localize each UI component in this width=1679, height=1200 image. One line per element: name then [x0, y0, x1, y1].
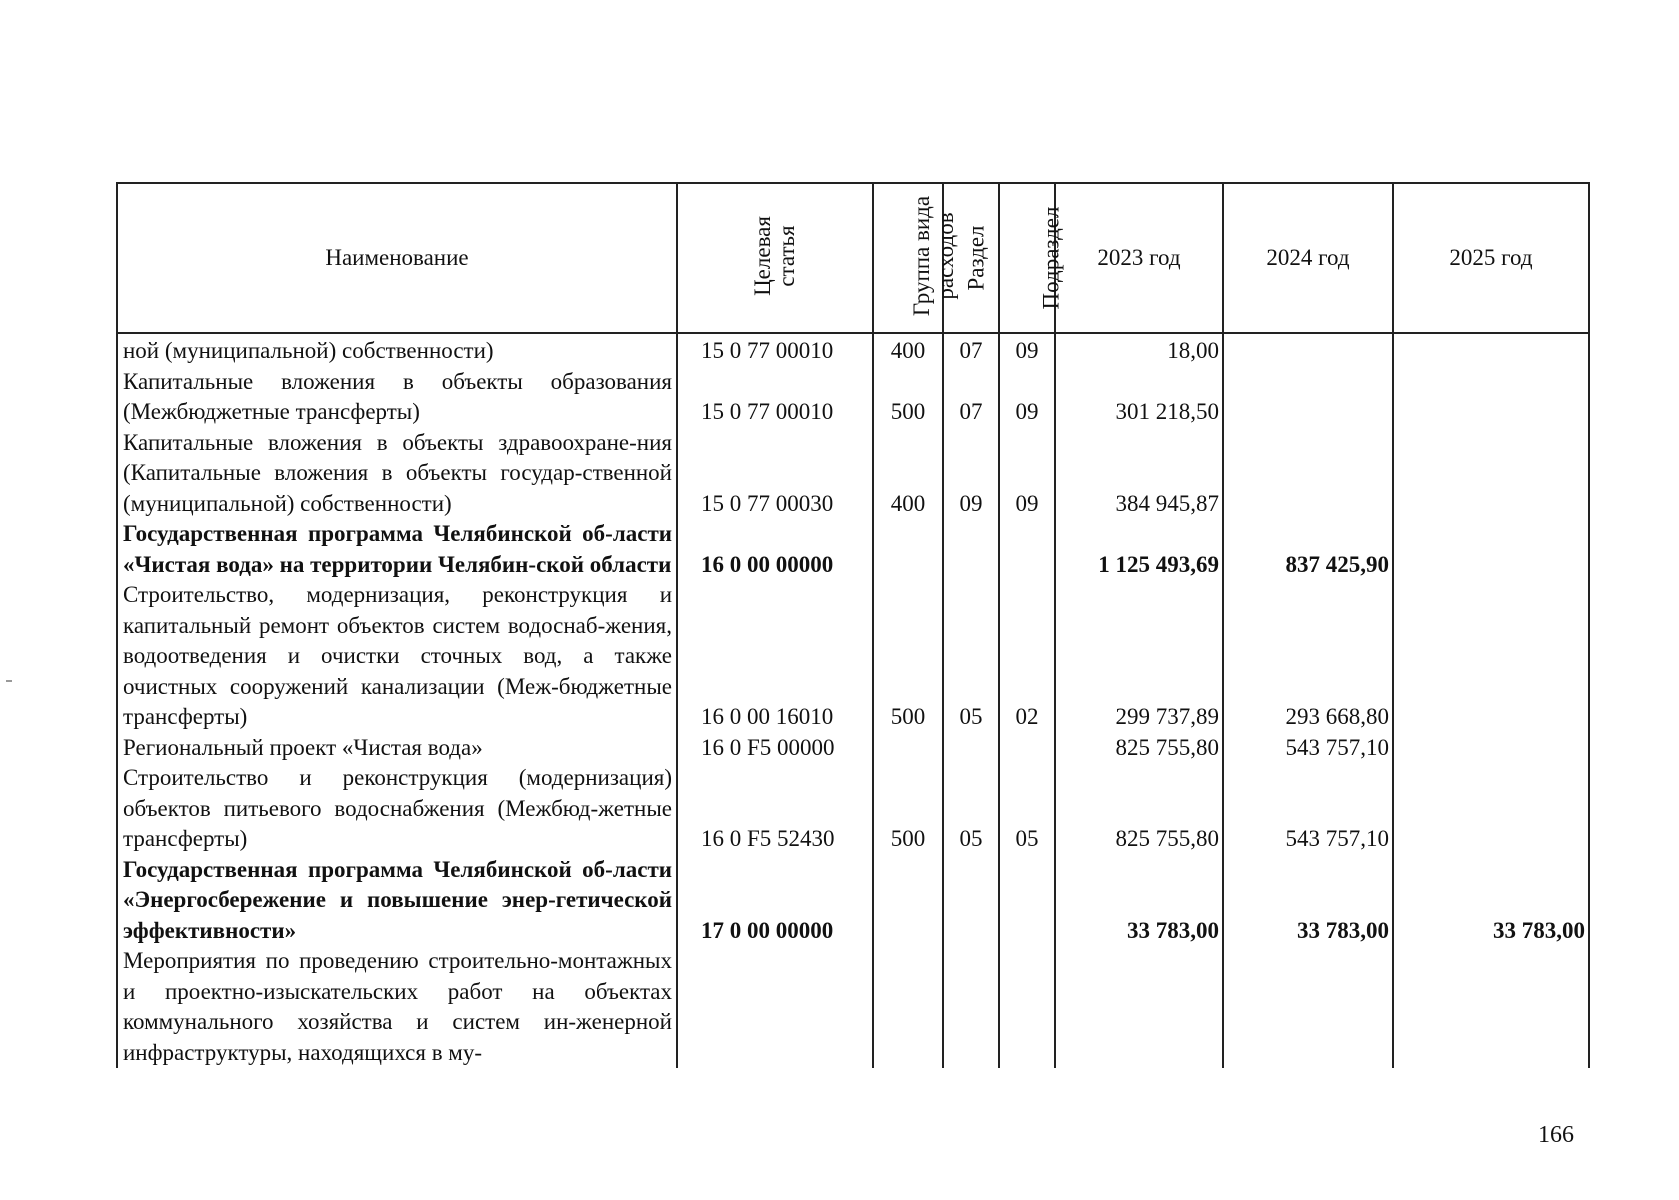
cell-section: 07: [943, 333, 999, 367]
header-target-line1: Целевая: [749, 216, 775, 297]
cell-2024: 543 757,10: [1223, 733, 1393, 764]
cell-expense-group: 500: [873, 367, 943, 428]
table-row: [117, 519, 1589, 580]
cell-name: Государственная программа Челябинской об-ласти «Энергосбережение и повышение энер-гетической эффективности»: [117, 855, 677, 947]
table-row: [117, 855, 1589, 947]
cell-2024: [1223, 946, 1393, 1068]
cell-subsection: [999, 855, 1055, 947]
cell-section: 07: [943, 367, 999, 428]
cell-name: ной (муниципальной) собственности): [117, 333, 677, 367]
cell-2025: [1393, 367, 1589, 428]
header-2023: [1055, 183, 1223, 333]
cell-2025: [1393, 428, 1589, 520]
cell-section: [943, 855, 999, 947]
cell-2025: [1393, 333, 1589, 367]
header-target: [677, 183, 873, 333]
cell-subsection: [999, 733, 1055, 764]
header-group-line2: расходов: [933, 212, 959, 300]
header-group: [873, 183, 959, 333]
table-row: [117, 333, 1589, 367]
cell-section: [943, 519, 999, 580]
cell-target-article: 16 0 F5 00000: [677, 733, 873, 764]
cell-2024: 293 668,80: [1223, 580, 1393, 733]
cell-subsection: 09: [999, 428, 1055, 520]
cell-2024: [1223, 428, 1393, 520]
header-2024-text: 2024 год: [1266, 244, 1350, 270]
cell-target-article: 16 0 00 16010: [677, 580, 873, 733]
cell-subsection: [999, 519, 1055, 580]
cell-2024: 33 783,00: [1223, 855, 1393, 947]
cell-target-article: 15 0 77 00010: [677, 333, 873, 367]
budget-table: [116, 182, 1590, 1068]
header-2023-text: 2023 год: [1097, 244, 1181, 270]
cell-name: Государственная программа Челябинской об-ласти «Чистая вода» на территории Челябин-ской области: [117, 519, 677, 580]
header-subsection: [999, 183, 1064, 333]
cell-expense-group: 500: [873, 763, 943, 855]
cell-section: [943, 946, 999, 1068]
cell-expense-group: [873, 733, 943, 764]
cell-name: Строительство и реконструкция (модернизация) объектов питьевого водоснабжения (Межбюд-жетные трансферты): [117, 763, 677, 855]
page-number: 166: [1538, 1122, 1574, 1148]
cell-target-article: 17 0 00 00000: [677, 855, 873, 947]
cell-2024: [1223, 333, 1393, 367]
cell-subsection: 05: [999, 763, 1055, 855]
cell-expense-group: 400: [873, 428, 943, 520]
cell-expense-group: [873, 946, 943, 1068]
cell-name: Строительство, модернизация, реконструкция и капитальный ремонт объектов систем водоснаб-жения, водоотведения и очистки сточных вод, а также очистных сооружений канализации (Меж-бюджетные трансферты): [117, 580, 677, 733]
header-name-text: Наименование: [325, 244, 469, 270]
header-2025: [1393, 183, 1589, 333]
cell-2023: 825 755,80: [1055, 763, 1223, 855]
table-row: [117, 367, 1589, 428]
cell-section: 09: [943, 428, 999, 520]
header-row: [117, 183, 1589, 333]
cell-section: 05: [943, 763, 999, 855]
cell-expense-group: [873, 519, 943, 580]
cell-section: 05: [943, 580, 999, 733]
cell-name: Капитальные вложения в объекты здравоохране-ния (Капитальные вложения в объекты государ-ственной (муниципальной) собственности): [117, 428, 677, 520]
cell-2025: [1393, 763, 1589, 855]
cell-subsection: 02: [999, 580, 1055, 733]
cell-target-article: 16 0 F5 52430: [677, 763, 873, 855]
cell-2023: 384 945,87: [1055, 428, 1223, 520]
header-name: [117, 183, 677, 333]
cell-subsection: 09: [999, 333, 1055, 367]
cell-2023: 1 125 493,69: [1055, 519, 1223, 580]
header-subsection-text: Подраздел: [1038, 206, 1064, 310]
cell-expense-group: [873, 855, 943, 947]
cell-expense-group: 400: [873, 333, 943, 367]
cell-name: Региональный проект «Чистая вода»: [117, 733, 677, 764]
cell-subsection: [999, 946, 1055, 1068]
header-2024: [1223, 183, 1393, 333]
cell-subsection: 09: [999, 367, 1055, 428]
cell-2025: 33 783,00: [1393, 855, 1589, 947]
cell-2024: 543 757,10: [1223, 763, 1393, 855]
cell-2023: 301 218,50: [1055, 367, 1223, 428]
cell-2023: 18,00: [1055, 333, 1223, 367]
cell-section: [943, 733, 999, 764]
cell-2023: [1055, 946, 1223, 1068]
cell-2023: 299 737,89: [1055, 580, 1223, 733]
cell-target-article: 16 0 00 00000: [677, 519, 873, 580]
cell-target-article: [677, 946, 873, 1068]
cell-2023: 825 755,80: [1055, 733, 1223, 764]
table-row: [117, 946, 1589, 1068]
table-body: [117, 333, 1589, 1068]
cell-target-article: 15 0 77 00010: [677, 367, 873, 428]
cell-2025: [1393, 580, 1589, 733]
table-row: [117, 733, 1589, 764]
cell-2025: [1393, 946, 1589, 1068]
cell-target-article: 15 0 77 00030: [677, 428, 873, 520]
cell-expense-group: 500: [873, 580, 943, 733]
header-target-line2: статья: [773, 225, 799, 287]
cell-2025: [1393, 519, 1589, 580]
cell-2024: [1223, 367, 1393, 428]
cell-2023: 33 783,00: [1055, 855, 1223, 947]
cell-2025: [1393, 733, 1589, 764]
margin-mark: [6, 680, 12, 682]
cell-2024: 837 425,90: [1223, 519, 1393, 580]
cell-name: Мероприятия по проведению строительно-монтажных и проектно-изыскательских работ на объектах коммунального хозяйства и систем ин-женерной инфраструктуры, находящихся в му-: [117, 946, 677, 1068]
header-section-text: Раздел: [963, 225, 989, 291]
table-row: [117, 428, 1589, 520]
cell-name: Капитальные вложения в объекты образования (Межбюджетные трансферты): [117, 367, 677, 428]
header-group-line1: Группа вида: [909, 196, 935, 317]
table-row: [117, 763, 1589, 855]
table-row: [117, 580, 1589, 733]
header-2025-text: 2025 год: [1449, 244, 1533, 270]
